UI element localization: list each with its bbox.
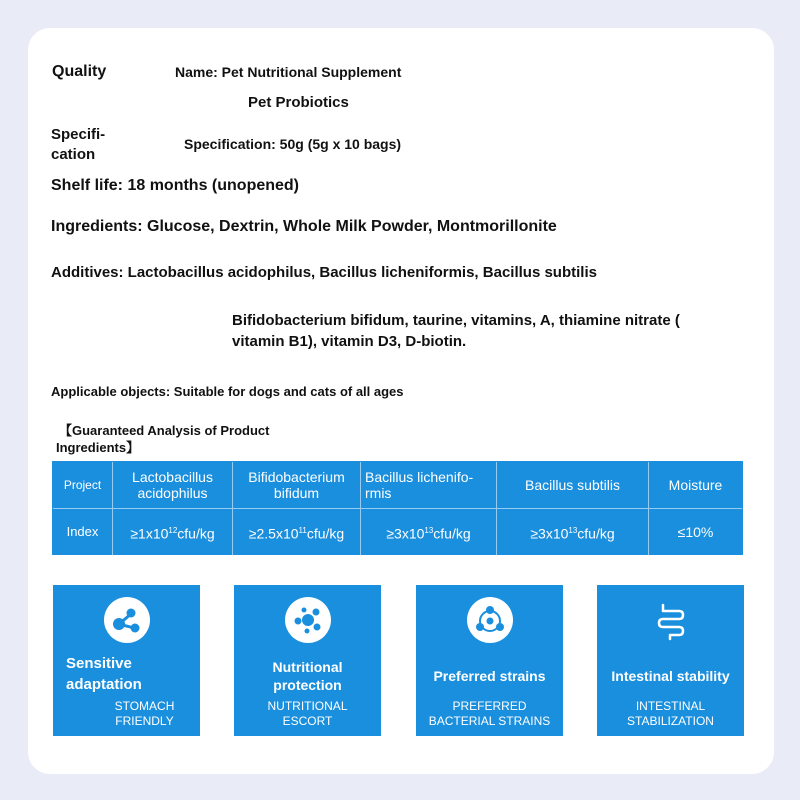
header-moisture: Moisture	[668, 477, 723, 493]
analysis-title-line1: 【Guaranteed Analysis of Product	[59, 423, 270, 438]
spec-label-line1: Specifi-	[51, 126, 106, 143]
feature-sub-line1: NUTRITIONAL	[267, 699, 348, 713]
table-header-cell	[361, 462, 497, 508]
header-lactobacillus: Lactobacillus acidophilus	[132, 469, 213, 501]
feature-title-line1: Nutritional	[272, 659, 343, 675]
table-header-cell	[53, 462, 113, 508]
table-header-row	[53, 462, 742, 508]
feature-sub-line1: PREFERRED	[452, 699, 527, 713]
additives-line1: Additives: Lactobacillus acidophilus, Bacillus licheniformis, Bacillus subtilis	[51, 264, 597, 281]
table-header-cell	[497, 462, 649, 508]
molecule-icon	[104, 597, 150, 643]
applicable-objects: Applicable objects: Suitable for dogs and cats of all ages	[51, 384, 404, 399]
feature-tile-nutritional	[234, 585, 381, 736]
value-subtilis: $\ge 3x10^{13}cfu/kg$	[530, 525, 615, 542]
feature-title: Intestinal stability	[611, 668, 730, 684]
nutrition-molecule-icon	[285, 597, 331, 643]
feature-title-line2: protection	[273, 677, 342, 693]
table-header-cell	[233, 462, 361, 508]
table-cell-index-label	[53, 509, 113, 555]
value-bifidobacterium: $\ge 2.5x10^{11}cfu/kg$	[248, 525, 345, 542]
ingredients: Ingredients: Glucose, Dextrin, Whole Milk Powder, Montmorillonite	[51, 218, 557, 235]
product-name: Name: Pet Nutritional Supplement	[175, 64, 402, 80]
feature-sub-line2: FRIENDLY	[115, 714, 174, 728]
shelf-life: Shelf life: 18 months (unopened)	[51, 177, 300, 194]
value-moisture: ≤10%	[677, 524, 714, 540]
table-header-cell	[113, 462, 233, 508]
additives-line3: vitamin B1), vitamin D3, D-biotin.	[232, 333, 467, 350]
table-header-cell	[649, 462, 742, 508]
bacteria-strain-icon	[467, 597, 513, 643]
spec-label-line2: cation	[51, 146, 96, 163]
analysis-title-line2: Ingredients】	[56, 440, 140, 455]
value-lactobacillus: $\ge 1x10^{12}cfu/kg$	[130, 525, 215, 542]
feature-sub-line2: BACTERIAL STRAINS	[428, 714, 551, 728]
feature-tile-sensitive	[53, 585, 200, 736]
header-licheniformis: Bacillus lichenifo- rmis	[365, 469, 474, 501]
feature-sub-line2: STABILIZATION	[627, 714, 714, 728]
feature-sub-line1: STOMACH	[114, 699, 175, 713]
header-subtilis: Bacillus subtilis	[525, 477, 620, 493]
feature-sub-line1: INTESTINAL	[635, 699, 706, 713]
feature-sub-line2: ESCORT	[282, 714, 333, 728]
index-label: Index	[66, 524, 99, 539]
table-cell	[361, 509, 497, 555]
feature-title-line2: adaptation	[66, 676, 142, 693]
table-cell	[233, 509, 361, 555]
analysis-table	[52, 461, 743, 555]
table-cell	[649, 509, 742, 555]
value-licheniformis: $\ge 3x10^{13}cfu/kg$	[386, 525, 471, 542]
feature-title: Preferred strains	[433, 668, 546, 684]
product-subname: Pet Probiotics	[248, 94, 349, 111]
table-cell	[113, 509, 233, 555]
additives-line2: Bifidobacterium bifidum, taurine, vitamins, A, thiamine nitrate (	[232, 312, 680, 329]
feature-tile-intestinal	[597, 585, 744, 736]
quality-label: Quality	[52, 63, 107, 80]
specification: Specification: 50g (5g x 10 bags)	[184, 136, 402, 152]
header-bifidobacterium: Bifidobacterium bifidum	[248, 469, 345, 501]
header-project: Project	[63, 478, 102, 492]
table-row	[53, 508, 742, 555]
feature-tile-preferred	[416, 585, 563, 736]
table-cell	[497, 509, 649, 555]
feature-title-line1: Sensitive	[66, 655, 132, 672]
intestine-icon	[648, 597, 694, 643]
